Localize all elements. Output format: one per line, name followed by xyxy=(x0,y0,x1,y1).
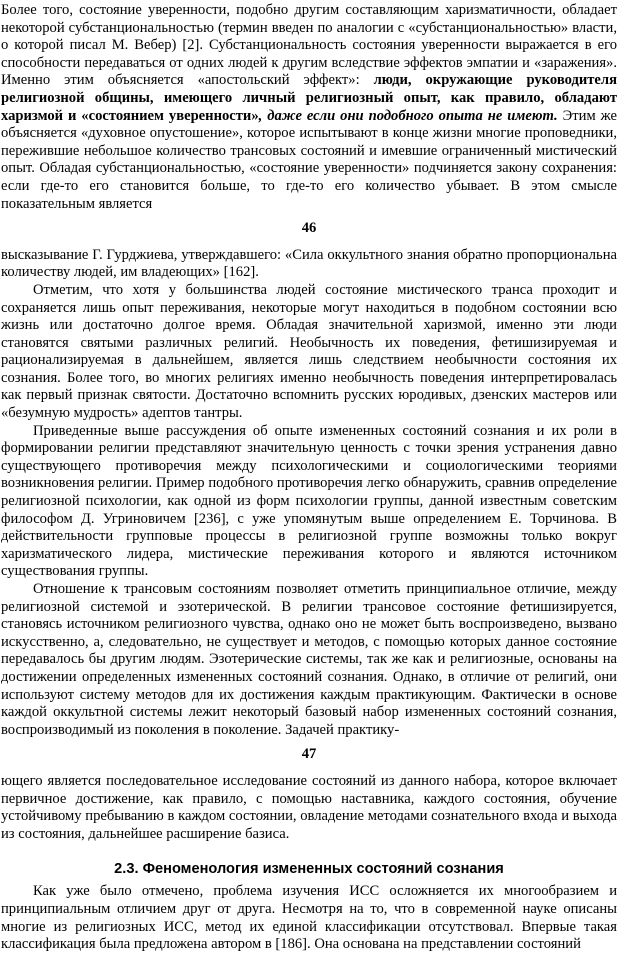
bold-italic-text-segment: , даже если они подобного опыта не имеют. xyxy=(258,107,558,124)
paragraph-religion-formation: Приведенные выше рассуждения об опыте измененных состояний сознания и их роли в формировании религии представляют значительную ценность с точки зрения устранения давно существующего противоречия между психологическими и социологическими теориями возникновения религии. Пример подобного противоречия легко обнаружить, сравнив определение религиозной психологии, как одной из форм психологии группы, данной известным советским философом Д. Угриновичем [236], с уже упомянутым выше определением Е. Торчинова. В действительности групповые процессы в религиозной группе возможны только вокруг харизматического лидера, мистические переживания которого и являются источником существования группы. xyxy=(1,422,617,580)
section-heading: 2.3. Феноменология измененных состояний сознания xyxy=(114,861,504,878)
text-segment: Этим же объясняется «духовное опустошение», которое испытывают в конце жизни многие проповедники, пережившие небольшое количество трансовых состояний и имевшие ограниченный мистический опыт. Обладая субстанциональностью, «состояние уверенности» подчиняется закону сохранения: если где-то его становится больше, то где-то его количество убывает. В этом смысле показательным является xyxy=(1,107,617,212)
page-number: 46 xyxy=(301,220,317,237)
bold-text-segment: люди, окружающие руководителя религиозной общины, имеющего личный религиозный опыт, как правило, обладают харизмой и «состоянием уверенности» xyxy=(1,72,617,124)
paragraph-apostolic-effect xyxy=(1,2,617,213)
paragraph-trance-attitude: Отношение к трансовым состояниям позволяет отметить принципиальное отличие, между религиозной системой и эзотерической. В религии трансовое состояние фетишизируется, становясь источником религиозного чувства, однако оно не может быть воспроизведено, вызвано искусственно, а, следовательно, не существует и методов, с помощью которых данное состояние передавалось бы другим людям. Эзотерические системы, так же как и религиозные, основаны на достижении определенных измененных состояний сознания. Однако, в отличие от религий, они используют систему методов для их достижения каждым практикующим. Фактически в основе каждой оккультной системы лежит некоторый базовый набор измененных состояний сознания, воспроизводимый из поколения в поколение. Задачей практику- xyxy=(1,581,617,738)
paragraph-phenomenology-intro: Как уже было отмечено, проблема изучения ИСС осложняется их многообразием и принципиальным отличием друг от друга. Несмотря на то, что в современной науке описаны многие из религиозных ИСС, метод их единой классификации отсутствовал. Впервые такая классификация была предложена автором в [186]. Она основана на представлении состояний xyxy=(1,883,617,953)
paragraph-mystical-trance: Отметим, что хотя у большинства людей состояние мистического транса проходит и сохраняется лишь опыт переживания, некоторые могут находиться в подобном состоянии всю жизнь или достаточно долгое время. Обладая значительной харизмой, именно эти люди становятся святыми различных религий. Необычность их поведения, фетишизируемая и рационализируемая в дальнейшем, является лишь следствием необычности состояния их сознания. Более того, во многих религиях именно необычность поведения интерпретировалась как первый признак святости. Достаточно вспомнить русских юродивых, дзенских мастеров или «безумную мудрость» адептов тантры. xyxy=(1,281,617,422)
paragraph-practitioner-task: ющего является последовательное исследование состояний из данного набора, которое включает первичное достижение, как правило, с помощью наставника, каждого состояния, обучение устойчивому пребыванию в каждом состоянии, овладение методами сознательного входа и выхода из состояния, дальнейшее расширение базиса. xyxy=(1,772,617,842)
text-segment: Более того, состояние уверенности, подобно другим составляющим харизматичности, обладает некоторой субстанциональностью (термин введен по аналогии с «субстанциональностью» власти, о которой писал М. Вебер) [2]. Субстанциональность состояния уверенности выражается в его способности передаваться от одних людей к другим вследствие эффектов эмпатии и «заражения». Именно этим объясняется «апостольский эффект»: xyxy=(1,2,617,89)
paragraph-gurdjieff-quote: высказывание Г. Гурджиева, утверждавшего: «Сила оккультного знания обратно пропорциональна количеству людей, им владеющих» [162]. xyxy=(1,246,617,281)
page-number: 47 xyxy=(301,746,317,763)
